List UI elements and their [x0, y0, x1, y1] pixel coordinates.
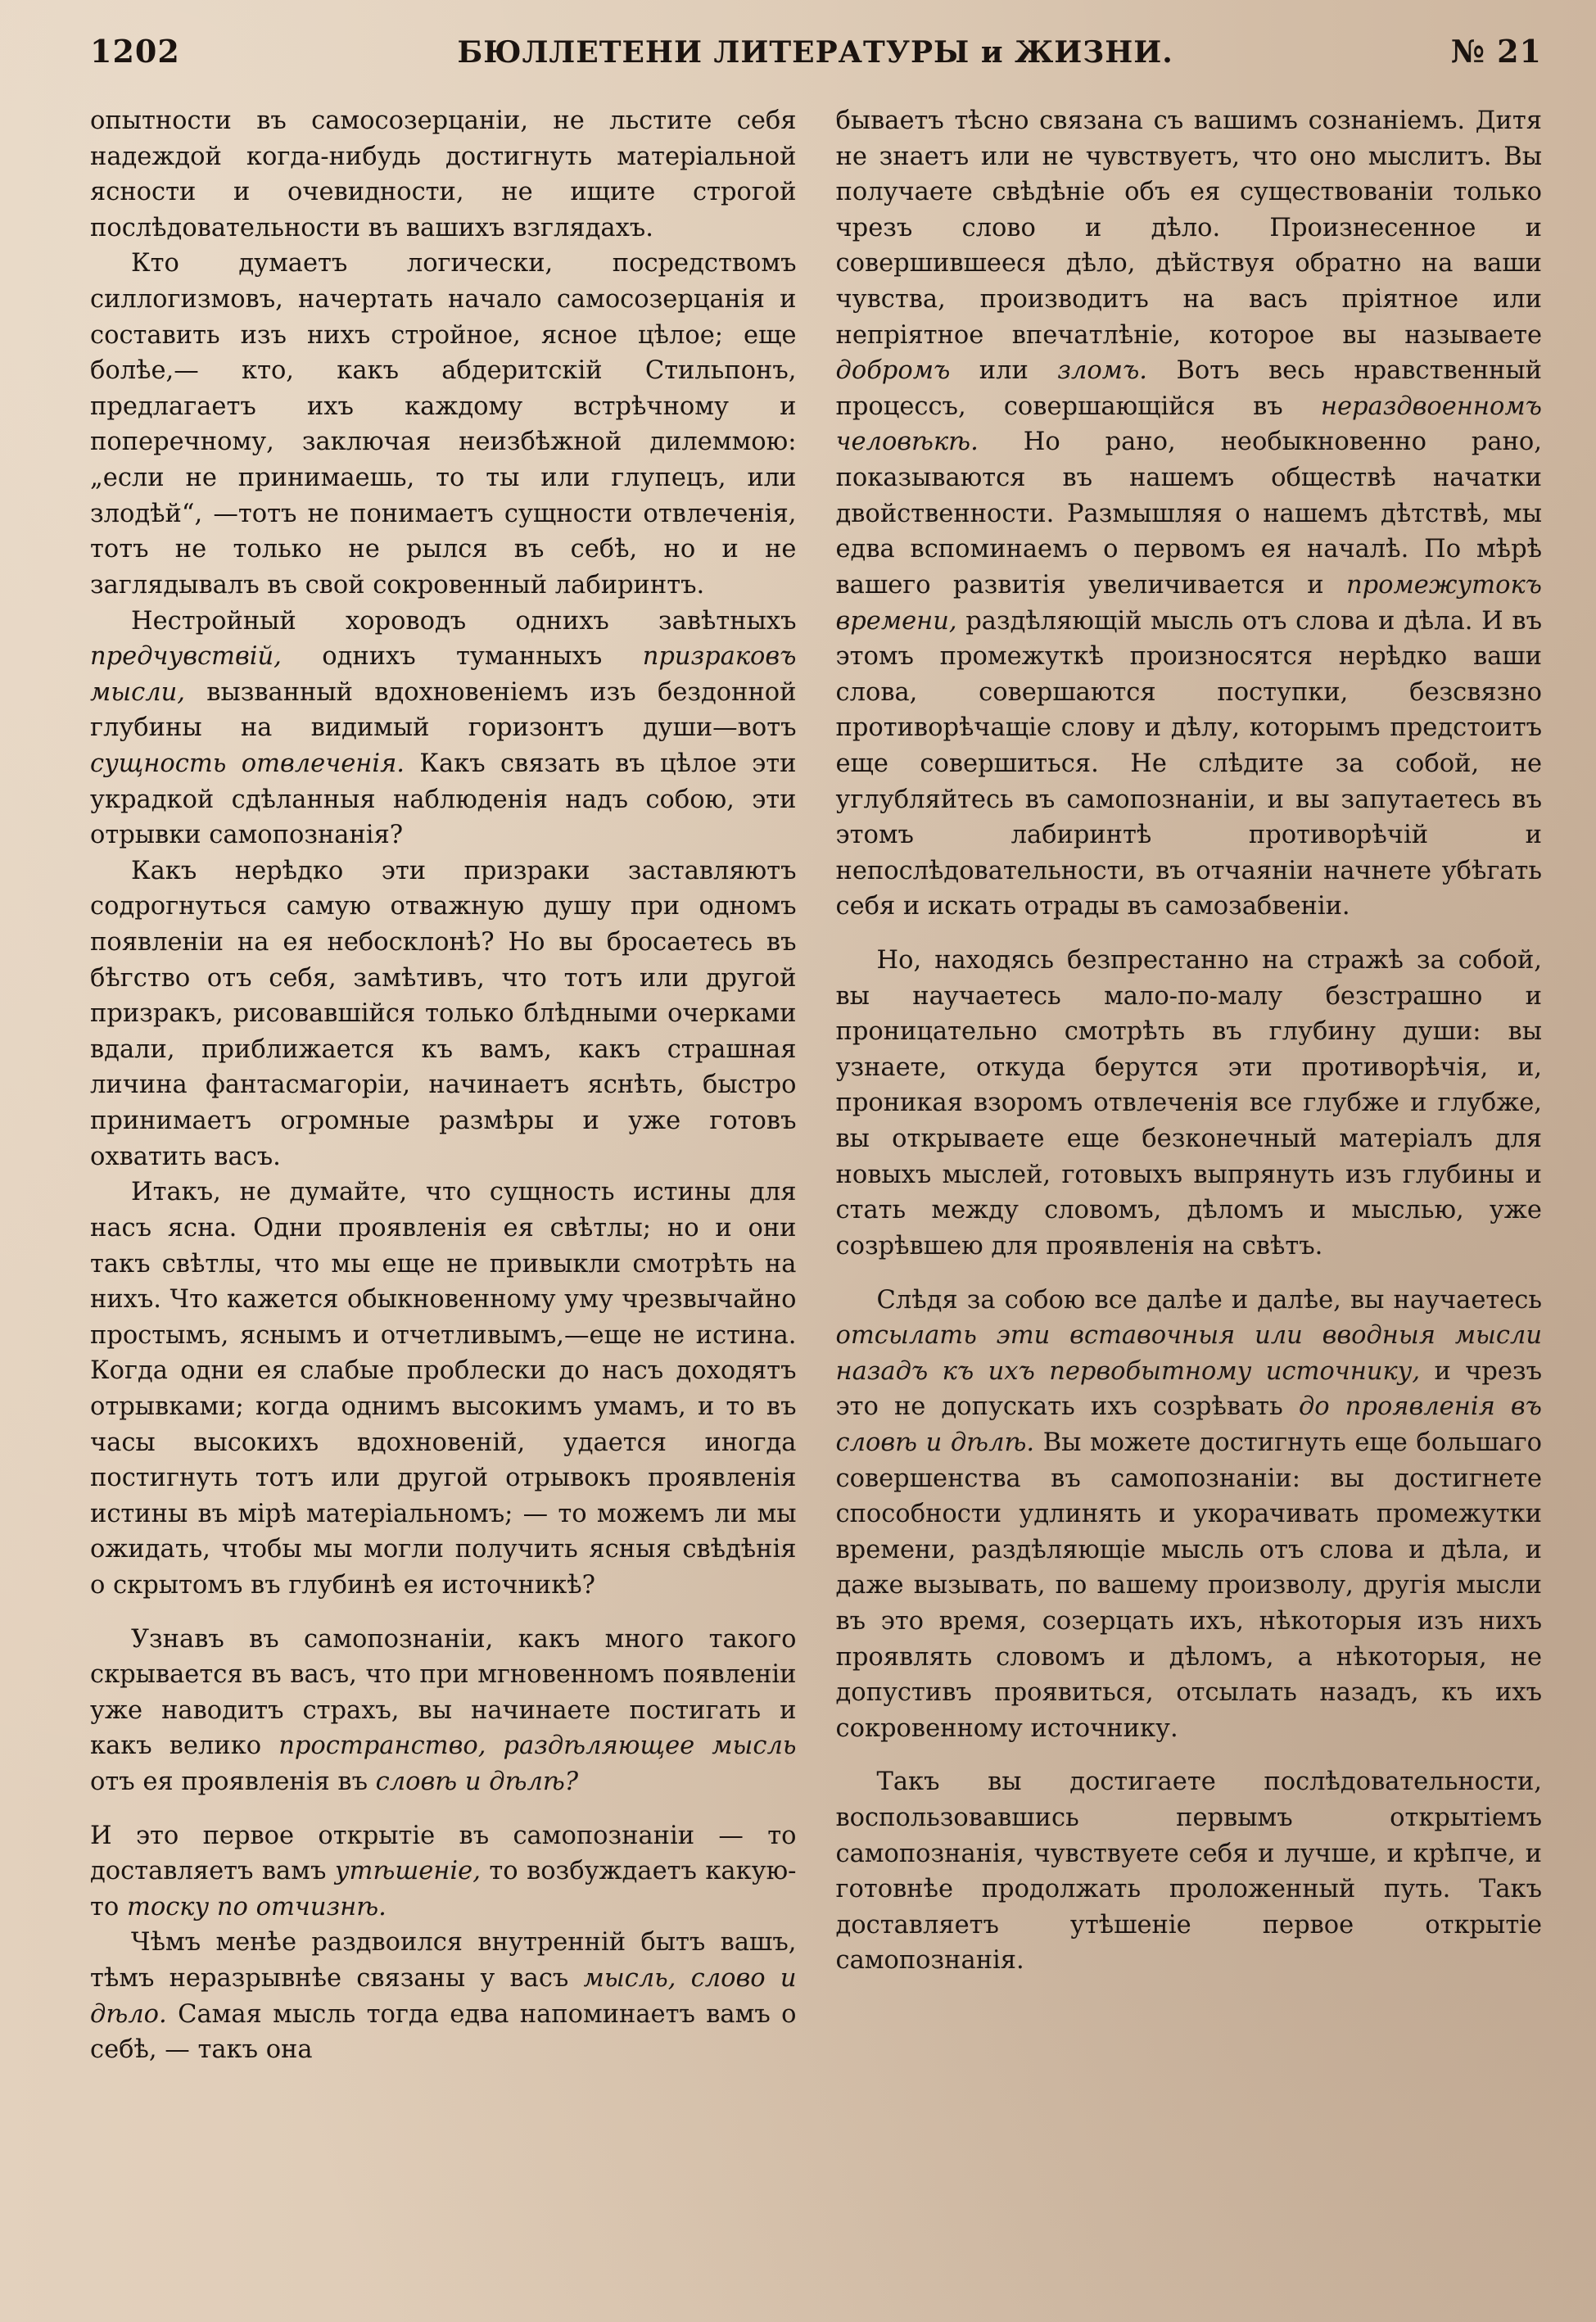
italic-run: мысль, слово и дѣло.	[90, 1964, 797, 2029]
text-run: и чрезъ это не допускать ихъ созрѣвать	[835, 1356, 1542, 1422]
italic-run: предчувствій,	[90, 642, 282, 672]
italic-run: тоску по отчизнѣ.	[126, 1892, 387, 1921]
paragraph	[90, 1622, 797, 1800]
text-run: Узнавъ въ самопознаніи, какъ много такого скрывается въ васъ, что при мгновенномъ появленіи уже наводитъ страхъ, вы начинаете постигать и какъ велико	[90, 1624, 797, 1761]
text-run: или	[950, 356, 1058, 386]
paragraph	[90, 604, 797, 853]
paragraph: Итакъ, не думайте, что сущность истины для насъ ясна. Одни проявленія ея свѣтлы; но и они такъ свѣтлы, что мы еще не привыкли смотрѣть на нихъ. Что кажется обыкновенному уму чрезвычайно простымъ, яснымъ и отчетливымъ,—еще не истина. Когда одни ея слабые проблески до насъ доходятъ отрывками; когда однимъ высокимъ умамъ, и то въ часы высокихъ вдохновеній, удается иногда постигнуть тотъ или другой отрывокъ проявленія истины въ мірѣ матеріальномъ; — то можемъ ли мы ожидать, чтобы мы могли получить ясныя свѣдѣнія о скрытомъ въ глубинѣ ея источникѣ?	[90, 1178, 797, 1600]
text-run: Чѣмъ менѣе раздвоился внутренній бытъ вашъ, тѣмъ неразрывнѣе связаны у васъ	[90, 1928, 797, 1994]
italic-run: добромъ	[835, 356, 951, 386]
text-run: однихъ туманныхъ	[281, 642, 643, 672]
left-column	[90, 103, 797, 2068]
italic-run: до проявленія въ словѣ и дѣлѣ.	[835, 1392, 1542, 1457]
italic-run: отсылать эти вставочныя или вводныя мысли назадъ къ ихъ первобытному источнику,	[835, 1321, 1542, 1386]
paragraph: Кто думаетъ логически, посредствомъ силлогизмовъ, начертать начало самосозерцанія и составить изъ нихъ стройное, ясное цѣлое; еще болѣе,— кто, какъ абдеритскій Стильпонъ, предлагаетъ ихъ каждому встрѣчному и поперечному, заключая неизбѣжной дилеммою: „если не принимаешь, то ты или глупецъ, или злодѣй“, —тотъ не понимаетъ сущности отвлеченія, тотъ не только не рылся въ себѣ, но и не заглядывалъ въ свой сокровенный лабиринтъ.	[90, 249, 797, 600]
italic-run: пространство, раздѣляющее мысль	[278, 1731, 797, 1761]
text-run: Слѣдя за собою все далѣе и далѣе, вы научаетесь	[876, 1285, 1542, 1315]
italic-run: промежутокъ времени,	[835, 570, 1542, 636]
paragraph: Но, находясь безпрестанно на стражѣ за собой, вы научаетесь мало-по-малу безстрашно и проницательно смотрѣть въ глубину души: вы узнаете, откуда берутся эти противорѣчія, и, проникая взоромъ отвлеченія все глубже и глубже, вы открываете еще безконечный матеріалъ для новыхъ мыслей, готовыхъ выпрянуть изъ глубины и стать между словомъ, дѣломъ и мыслью, уже созрѣвшею для проявленія на свѣтъ.	[835, 946, 1542, 1261]
page-number: 1202	[90, 33, 180, 70]
issue-number: № 21	[1450, 33, 1542, 70]
journal-title: БЮЛЛЕТЕНИ ЛИТЕРАТУРЫ и ЖИЗНИ.	[457, 35, 1173, 70]
text-run: Какъ связать въ цѣлое эти украдкой сдѣланныя наблюденія надъ собою, эти отрывки самопознанія?	[90, 749, 797, 850]
italic-run: нераздвоенномъ человѣкѣ.	[835, 392, 1542, 457]
text-run: отъ ея проявленія въ	[90, 1768, 376, 1797]
italic-run: призраковъ мысли,	[90, 642, 797, 707]
text-run: Нестройный хороводъ однихъ завѣтныхъ	[131, 606, 797, 636]
text-run: Вы можете достигнуть еще большаго совершенства въ самопознаніи: вы достигнете способности удлинять и укорачивать промежутки времени, раздѣляющіе мысль отъ слова и дѣла, и даже вызывать, по вашему произволу, другія мысли въ это время, созерцать ихъ, нѣкоторыя изъ нихъ проявлять словомъ и дѣломъ, а нѣкоторыя, не допустивъ проявиться, отсылать назадъ, къ ихъ сокровенному источнику.	[835, 1428, 1543, 1743]
text-columns	[90, 103, 1542, 2068]
text-run: Вотъ весь нравственный процессъ, совершающійся въ	[835, 356, 1542, 421]
paragraph: опытности въ самосозерцаніи, не льстите себя надеждой когда-нибудь достигнуть матеріальной ясности и очевидности, не ищите строгой послѣдовательности въ вашихъ взглядахъ.	[90, 106, 797, 242]
italic-run: зломъ.	[1057, 356, 1147, 386]
italic-run: сущность отвлеченія.	[90, 749, 405, 778]
page-header	[90, 33, 1542, 79]
text-run: раздѣляющій мысль отъ слова и дѣла. И въ этомъ промежуткѣ произносятся нерѣдко ваши слова, совершаются поступки, безсвязно противорѣчащіе слову и дѣлу, которымъ предстоитъ еще совершиться. Не слѣдите за собой, не углубляйтесь въ самопознаніи, и вы запутаетесь въ этомъ лабиринтѣ противорѣчій и непослѣдовательности, въ отчаяніи начнете убѣгать себя и искать отрады въ самозабвеніи.	[835, 606, 1542, 921]
italic-run: утѣшеніе,	[334, 1857, 481, 1886]
text-run: то возбуждаетъ какую-то	[90, 1857, 797, 1921]
paragraph: Такъ вы достигаете послѣдовательности, воспользовавшись первымъ открытіемъ самопознанія, чувствуете себя и лучше, и крѣпче, и готовнѣе продолжать проложенный путь. Такъ доставляетъ утѣшеніе первое открытіе самопознанія.	[835, 1768, 1542, 1976]
paragraph	[90, 1818, 797, 1926]
paragraph: Какъ нерѣдко эти призраки заставляютъ содрогнуться самую отважную душу при одномъ появленіи на ея небосклонѣ? Но вы бросаетесь въ бѣгство отъ себя, замѣтивъ, что тотъ или другой призракъ, рисовавшійся только блѣдными очерками вдали, приближается къ вамъ, какъ страшная личина фантасмагоріи, начинаетъ яснѣть, быстро принимаетъ огромные размѣры и уже готовъ охватить васъ.	[90, 856, 797, 1171]
text-run: вызванный вдохновеніемъ изъ бездонной глубины на видимый горизонтъ души—вотъ	[90, 677, 797, 743]
text-run: Самая мысль тогда едва напоминаетъ вамъ о себѣ, — такъ она	[90, 1999, 797, 2065]
paragraph	[836, 103, 1543, 925]
italic-run: словѣ и дѣлѣ?	[375, 1768, 579, 1797]
text-run: Но рано, необыкновенно рано, показываются въ нашемъ обществѣ начатки двойственности. Размышляя о нашемъ дѣтствѣ, мы едва вспоминаемъ о первомъ ея началѣ. По мѣрѣ вашего развитія увеличивается и	[835, 428, 1542, 600]
paragraph	[90, 1925, 797, 2067]
right-column	[836, 103, 1543, 2068]
text-run: бываетъ тѣсно связана съ вашимъ сознаніемъ. Дитя не знаетъ или не чувствуетъ, что оно мыслитъ. Вы получаете свѣдѣніе объ ея существованіи только чрезъ слово и дѣло. Произнесенное и совершившееся дѣло, дѣйствуя обратно на ваши чувства, производитъ на васъ пріятное или непріятное впечатлѣніе, которое вы называете	[835, 106, 1542, 350]
text-run: И это первое открытіе въ самопознаніи — то доставляетъ вамъ	[90, 1821, 797, 1886]
paragraph	[836, 1283, 1543, 1747]
